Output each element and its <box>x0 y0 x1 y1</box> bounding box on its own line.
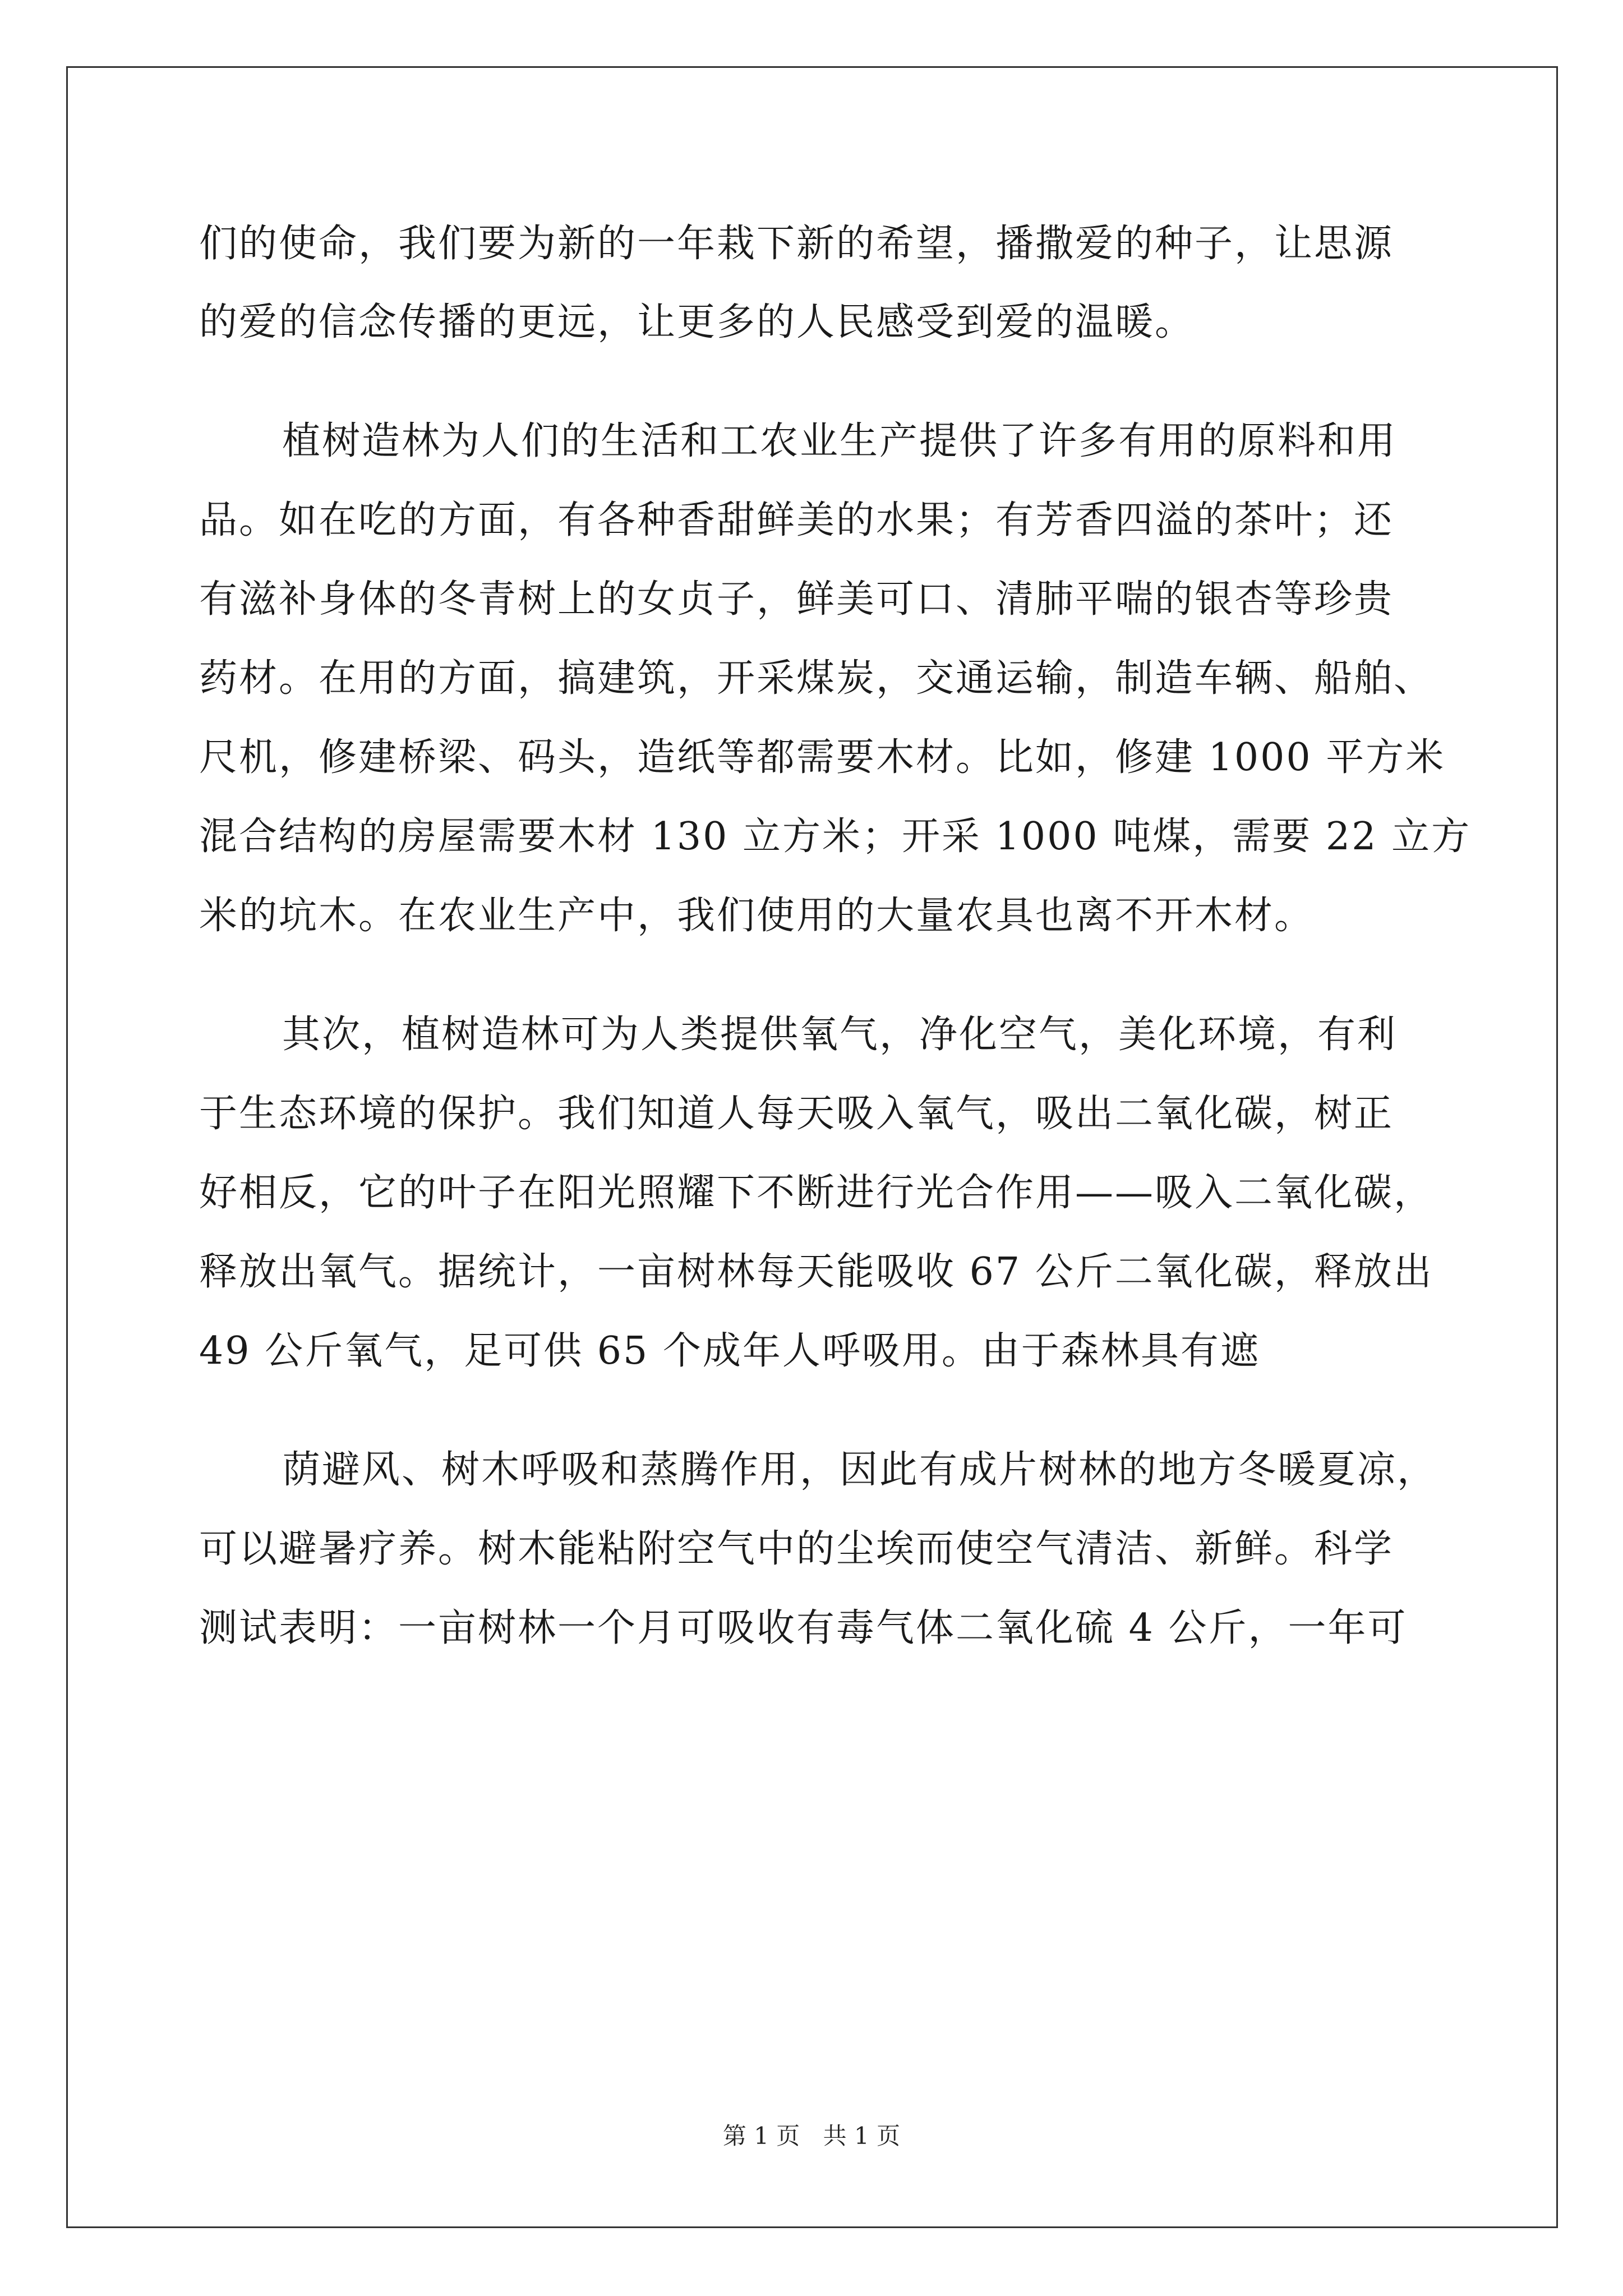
page-total: 共 1 页 <box>823 2122 901 2150</box>
text-line: 有滋补身体的冬青树上的女贞子，鲜美可口、清肺平喘的银杏等珍贵 <box>199 577 1394 622</box>
text-line: 的爱的信念传播的更远，让更多的人民感受到爱的温暖。 <box>199 300 1195 344</box>
page-number: 第 1 页 <box>722 2122 800 2150</box>
text-line: 释放出氧气。据统计，一亩树林每天能吸收 67 公斤二氧化碳，释放出 <box>199 1250 1433 1294</box>
text-line: 米的坑木。在农业生产中，我们使用的大量农具也离不开木材。 <box>199 894 1315 938</box>
paragraph-start-line: 植树造林为人们的生活和工农业生产提供了许多有用的原料和用 <box>282 419 1398 463</box>
text-line: 尺机，修建桥梁、码头，造纸等都需要木材。比如，修建 1000 平方米 <box>199 735 1446 780</box>
text-line: 于生态环境的保护。我们知道人每天吸入氧气，吸出二氧化碳，树正 <box>199 1092 1394 1136</box>
text-line: 们的使命，我们要为新的一年栽下新的希望，播撒爱的种子，让思源 <box>199 222 1394 266</box>
text-line: 混合结构的房屋需要木材 130 立方米；开采 1000 吨煤，需要 22 立方 <box>199 815 1472 859</box>
text-line: 可以避暑疗养。树木能粘附空气中的尘埃而使空气清洁、新鲜。科学 <box>199 1527 1394 1571</box>
paragraph-start-line: 其次，植树造林可为人类提供氧气，净化空气，美化环境，有利 <box>282 1013 1398 1057</box>
text-line: 药材。在用的方面，搞建筑，开采煤炭，交通运输，制造车辆、船舶、 <box>199 656 1434 701</box>
paragraph-start-line: 荫避风、树木呼吸和蒸腾作用，因此有成片树林的地方冬暖夏凉， <box>282 1448 1437 1492</box>
text-line: 测试表明：一亩树林一个月可吸收有毒气体二氧化硫 4 公斤，一年可 <box>199 1606 1408 1650</box>
text-line: 好相反，它的叶子在阳光照耀下不断进行光合作用——吸入二氧化碳， <box>199 1171 1434 1215</box>
page-footer <box>0 2119 1623 2153</box>
text-line: 49 公斤氧气，足可供 65 个成年人呼吸用。由于森林具有遮 <box>199 1329 1260 1373</box>
page-border <box>66 66 1558 2228</box>
text-line: 品。如在吃的方面，有各种香甜鲜美的水果；有芳香四溢的茶叶；还 <box>199 498 1394 542</box>
